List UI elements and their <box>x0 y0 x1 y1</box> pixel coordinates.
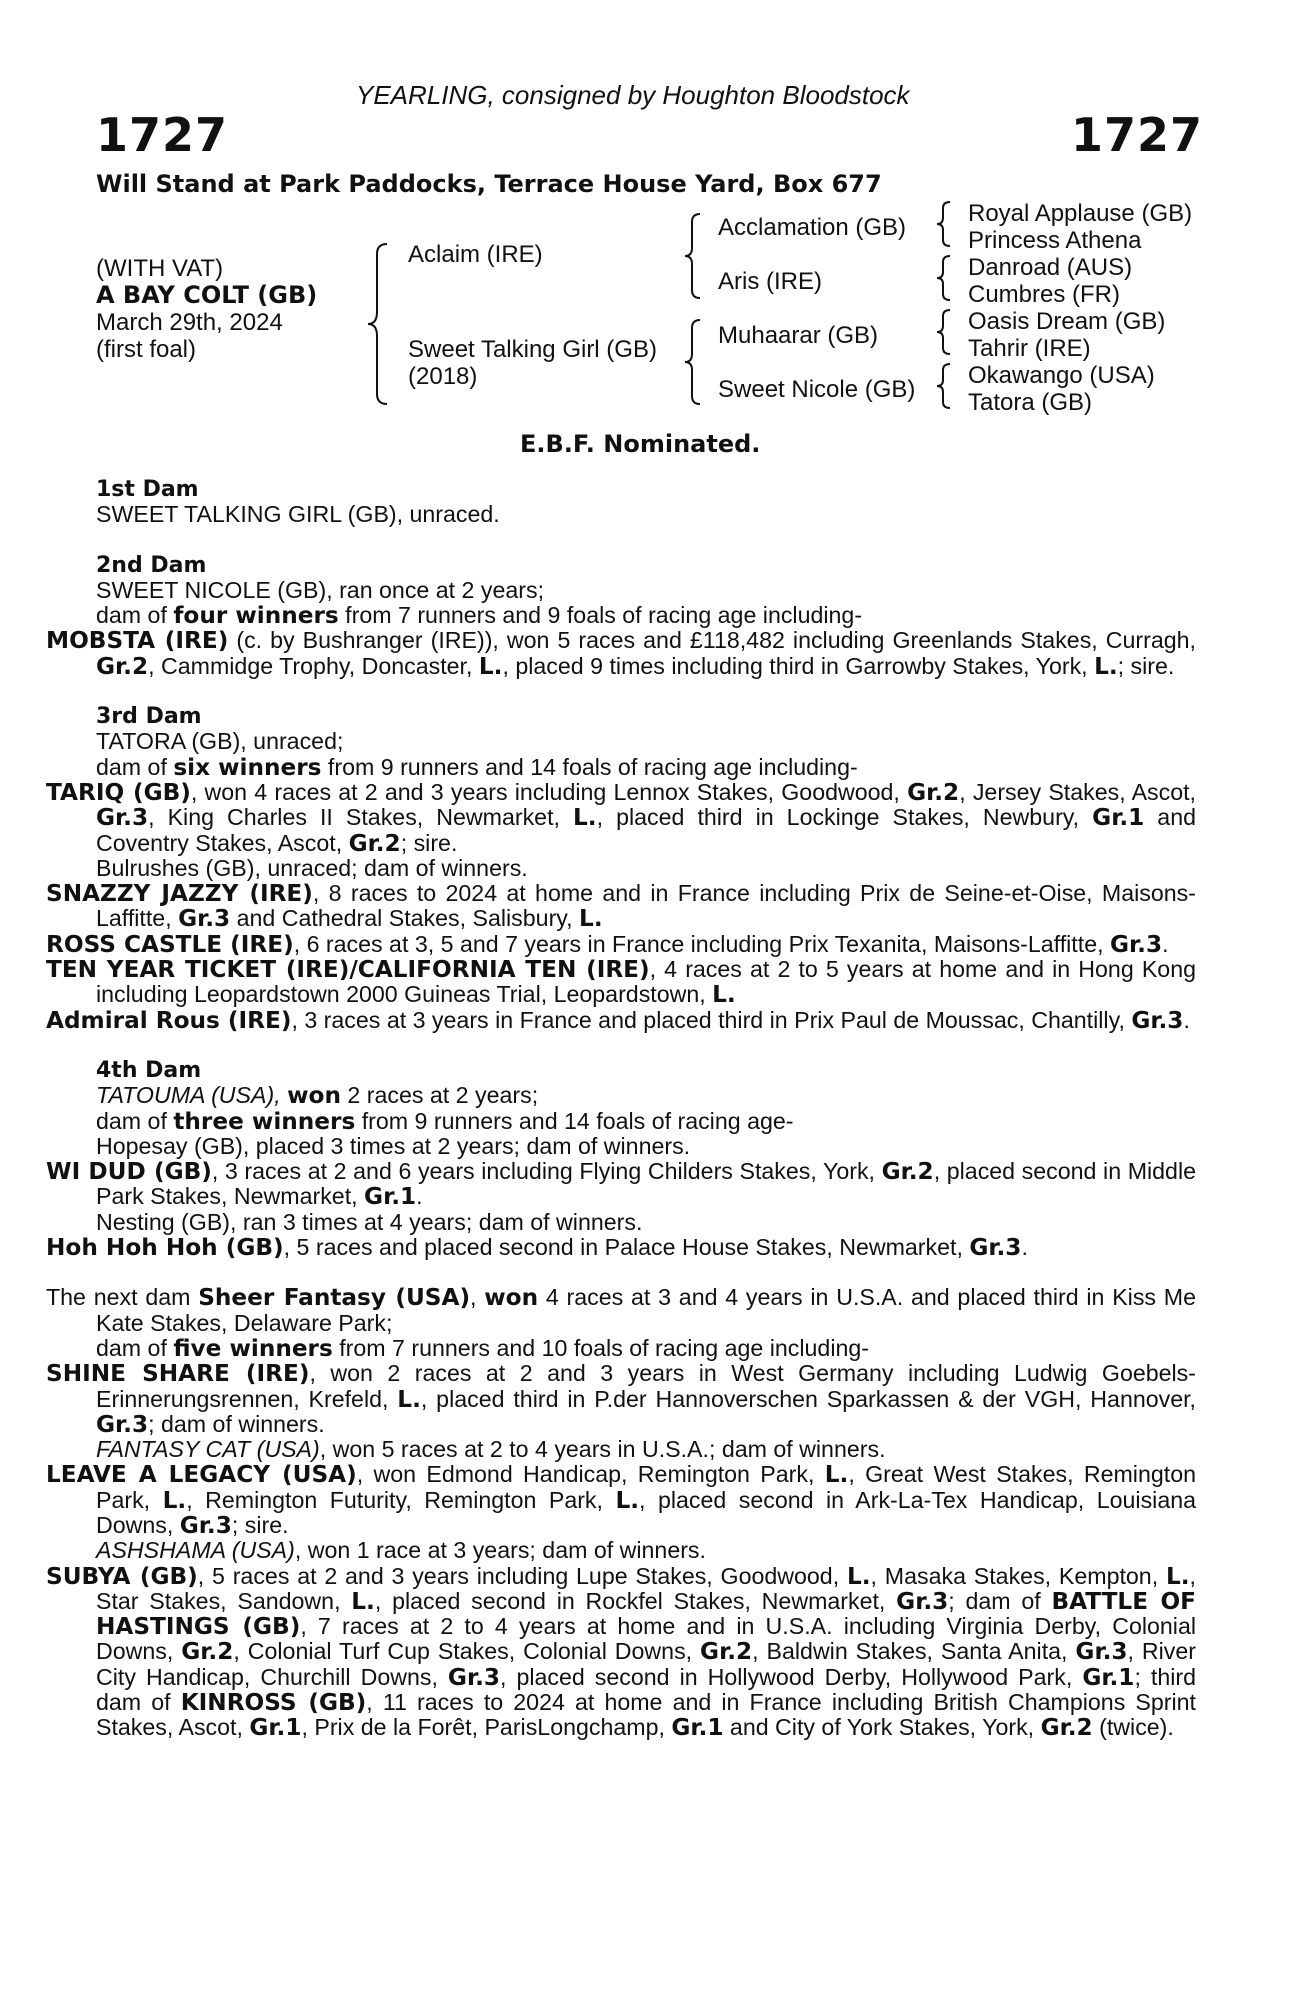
bold-text: L. <box>1165 1562 1190 1590</box>
bold-text: L. <box>712 981 736 1009</box>
pedigree-sire-dam: Aris (IRE) <box>718 268 822 295</box>
bold-text: SUBYA (GB) <box>46 1562 198 1590</box>
italic-text: TATOUMA (USA) <box>96 1082 275 1109</box>
bold-text: Gr.1 <box>671 1714 724 1742</box>
bold-text: Gr.2 <box>348 829 401 857</box>
pedigree-brace-g3-3 <box>934 308 956 356</box>
bold-text: Gr.3 <box>96 804 149 832</box>
italic-text: FANTASY CAT (USA) <box>96 1436 320 1463</box>
bold-text: Gr.1 <box>249 1714 302 1742</box>
pedigree-g3-5: Oasis Dream (GB) <box>968 308 1166 335</box>
bold-text: Gr.2 <box>1040 1714 1093 1742</box>
bold-text: Gr.2 <box>907 778 960 806</box>
text: dam of <box>96 1334 174 1361</box>
bold-text: TEN YEAR TICKET (IRE)/CALIFORNIA TEN (IRE) <box>46 956 650 984</box>
text: , won 1 race at 3 years; dam of winners. <box>294 1537 706 1564</box>
family-entry <box>46 627 1196 680</box>
family-entry <box>46 1006 1196 1034</box>
pedigree-sire-sire: Acclamation (GB) <box>718 214 907 241</box>
text: , <box>470 1284 485 1311</box>
text: ; dam of winners. <box>148 1410 325 1437</box>
family-entry <box>46 1360 1197 1438</box>
text: , placed second in Ark-La-Tex Handicap, Louisiana Downs, <box>96 1486 1197 1538</box>
family-entry <box>46 778 1196 857</box>
stand-location: Will Stand at Park Paddocks, Terrace House Yard, Box 677 <box>96 170 882 198</box>
pedigree-g3-8: Tatora (GB) <box>968 389 1093 416</box>
text: , Cammidge Trophy, Doncaster, <box>148 652 479 679</box>
family-entry <box>96 578 1196 603</box>
text: from 9 runners and 14 foals of racing age- <box>355 1107 794 1134</box>
pedigree-g3-3: Danroad (AUS) <box>968 254 1133 281</box>
bold-text: KINROSS (GB) <box>180 1689 367 1717</box>
bold-text: TARIQ (GB) <box>46 778 191 806</box>
pedigree-brace-g3-2 <box>934 254 956 302</box>
text: , won 5 races at 2 to 4 years in U.S.A.; dam of winners. <box>319 1436 886 1463</box>
text: TATORA (GB), unraced; <box>96 728 344 755</box>
text: ; sire. <box>231 1511 289 1538</box>
family-entry <box>96 1134 1196 1159</box>
text: , Masaka Stakes, Kempton, <box>870 1562 1166 1589</box>
section-heading: 4th Dam <box>96 1057 202 1083</box>
bold-text: L. <box>397 1385 421 1413</box>
bold-text: L. <box>1094 652 1118 680</box>
pedigree-dam-sire: Muhaarar (GB) <box>718 322 879 349</box>
text: 2 races at 2 years; <box>340 1082 539 1109</box>
text: from 7 runners and 10 foals of racing age including- <box>332 1334 869 1361</box>
bold-text: L. <box>573 804 597 832</box>
text: , placed third in Lockinge Stakes, Newbury, <box>596 804 1093 831</box>
bold-text: Gr.1 <box>364 1183 417 1211</box>
bold-text: Gr.2 <box>96 652 149 680</box>
bold-text: BATTLE OF HASTINGS (GB) <box>96 1587 1196 1641</box>
text: , 5 races at 2 and 3 years including Lupe Stakes, Goodwood, <box>197 1562 847 1589</box>
italic-text: ASHSHAMA (USA) <box>96 1537 295 1564</box>
family-entry <box>46 1461 1197 1539</box>
bold-text: Gr.3 <box>1131 1006 1184 1034</box>
family-entry <box>96 856 1196 881</box>
family-entry <box>46 930 1196 958</box>
family-entry <box>46 1284 1196 1336</box>
text: dam of <box>96 602 174 629</box>
text: , 3 races at 3 years in France and placed third in Prix Paul de Moussac, Chantilly, <box>291 1006 1132 1033</box>
italic-text: , <box>274 1082 288 1109</box>
lot-number-right: 1727 <box>1070 108 1203 162</box>
bold-text: Hoh Hoh Hoh (GB) <box>46 1234 284 1262</box>
bold-text: Gr.3 <box>1109 930 1163 958</box>
bold-text: L. <box>846 1562 871 1590</box>
bold-text: WI DUD (GB) <box>46 1158 212 1186</box>
text: from 7 runners and 9 foals of racing age including- <box>338 602 863 629</box>
text: , 5 races and placed second in Palace House Stakes, Newmarket, <box>283 1234 970 1261</box>
family-entry <box>96 1538 1196 1563</box>
pedigree-g3-2: Princess Athena <box>968 227 1142 254</box>
family-entry <box>96 1109 1196 1134</box>
family-entry <box>96 1210 1196 1235</box>
bold-text: Admiral Rous (IRE) <box>46 1006 292 1034</box>
text: . <box>1021 1234 1028 1261</box>
text: , Star Stakes, Sandown, <box>96 1562 1196 1614</box>
text: . <box>1162 930 1169 957</box>
bold-text: L. <box>579 905 603 933</box>
text: 4 races at 3 and 4 years in U.S.A. and placed third in Kiss Me Kate Stakes, Delaware Park; <box>96 1284 1196 1336</box>
text: , 7 races at 2 to 4 years at home and in U.S.A. including Virginia Derby, Colonial Downs, <box>96 1613 1196 1665</box>
consignment-line: YEARLING, consigned by Houghton Bloodstock <box>356 80 910 110</box>
bold-text: Gr.2 <box>181 1638 234 1666</box>
text: (c. by Bushranger (IRE)), won 5 races and £118,482 including Greenlands Stakes, Curragh, <box>228 627 1196 654</box>
text: , Colonial Turf Cup Stakes, Colonial Downs, <box>233 1638 701 1665</box>
horse-description <box>96 282 317 309</box>
text: SWEET NICOLE (GB), ran once at 2 years; <box>96 576 545 603</box>
bold-text: Gr.1 <box>1082 1663 1135 1691</box>
pedigree-sire: Aclaim (IRE) <box>408 241 543 268</box>
text: . <box>1183 1006 1190 1033</box>
pedigree-g3-6: Tahrir (IRE) <box>968 335 1091 362</box>
bold-text: four winners <box>173 602 339 630</box>
text: , 6 races at 3, 5 and 7 years in France including Prix Texanita, Maisons-Laffitte, <box>293 930 1110 957</box>
text: , placed second in Hollywood Derby, Hollywood Park, <box>500 1663 1083 1690</box>
lot-number-left: 1727 <box>96 108 229 162</box>
family-entry <box>46 1158 1196 1211</box>
ebf-nomination: E.B.F. Nominated. <box>520 430 761 458</box>
text: , Baldwin Stakes, Santa Anita, <box>752 1638 1076 1665</box>
bold-text: Gr.3 <box>1075 1638 1128 1666</box>
text: , won 4 races at 2 and 3 years including Lennox Stakes, Goodwood, <box>190 778 908 805</box>
text: , 8 races to 2024 at home and in France including Prix de Seine-et-Oise, Maisons-Laffitte, <box>96 880 1196 932</box>
bold-text: Gr.2 <box>700 1638 753 1666</box>
horse-description-text: A BAY COLT (GB) <box>96 281 318 309</box>
section-heading: 1st Dam <box>96 477 199 502</box>
text: , King Charles II Stakes, Newmarket, <box>148 804 573 831</box>
text: SWEET TALKING GIRL (GB), unraced. <box>96 501 500 528</box>
text: , 3 races at 2 and 6 years including Flying Childers Stakes, York, <box>211 1158 882 1185</box>
section-heading: 2nd Dam <box>96 552 207 578</box>
pedigree-g3-4: Cumbres (FR) <box>968 281 1121 308</box>
family-entry <box>96 603 1196 628</box>
bold-text: won <box>287 1082 341 1110</box>
foaling-date: March 29th, 2024 <box>96 309 283 336</box>
text: , Prix de la Forêt, ParisLongchamp, <box>301 1714 672 1741</box>
text: ; dam of <box>948 1587 1052 1614</box>
text: Nesting (GB), ran 3 times at 4 years; dam of winners. <box>96 1208 643 1235</box>
text: Hopesay (GB), placed 3 times at 2 years; dam of winners. <box>96 1132 691 1159</box>
family-entry <box>96 1336 1196 1361</box>
text: , 4 races at 2 to 5 years at home and in Hong Kong including Leopardstown 2000 Guineas Trial, Leopardstown, <box>96 956 1196 1008</box>
pedigree-g3-1: Royal Applause (GB) <box>968 200 1193 227</box>
text: , placed second in Middle Park Stakes, Newmarket, <box>96 1158 1196 1210</box>
bold-text: L. <box>615 1486 640 1514</box>
text: , placed third in P.der Hannoverschen Sparkassen & der VGH, Hannover, <box>420 1385 1197 1412</box>
section-gap <box>96 679 1196 704</box>
text: , Remington Futurity, Remington Park, <box>186 1486 616 1513</box>
bold-text: L. <box>824 1461 849 1489</box>
pedigree-brace-g3-1 <box>934 200 956 248</box>
text: and Cathedral Stakes, Salisbury, <box>230 905 580 932</box>
text: , River City Handicap, Churchill Downs, <box>96 1638 1196 1690</box>
bold-text: three winners <box>173 1107 356 1135</box>
vat-note: (WITH VAT) <box>96 255 224 282</box>
section-heading: 3rd Dam <box>96 704 202 730</box>
text: , won Edmond Handicap, Remington Park, <box>356 1461 825 1488</box>
family-entry <box>46 1562 1196 1742</box>
bold-text: Sheer Fantasy (USA) <box>198 1284 471 1312</box>
pedigree-brace-sire <box>682 212 706 300</box>
family-history <box>46 477 1197 1742</box>
pedigree-dam-year: (2018) <box>408 363 478 390</box>
bold-text: SHINE SHARE (IRE) <box>46 1360 310 1388</box>
section-gap <box>96 1033 1196 1058</box>
bold-text: Gr.3 <box>179 1511 232 1539</box>
family-entry <box>96 1083 1196 1108</box>
family-entry <box>96 1437 1196 1462</box>
text: from 9 runners and 14 foals of racing age including- <box>321 753 858 780</box>
bold-text: Gr.3 <box>896 1587 949 1615</box>
text: , won 2 races at 2 and 3 years in West Germany including Ludwig Goebels-Erinnerungsrennen, Krefeld, <box>96 1360 1196 1412</box>
bold-text: ROSS CASTLE (IRE) <box>46 930 294 958</box>
text: ; third dam of <box>96 1663 1196 1716</box>
section-gap <box>96 528 1196 553</box>
section-gap <box>96 1260 1196 1285</box>
pedigree-brace-dam <box>682 318 706 406</box>
text: , placed 9 times including third in Garrowby Stakes, York, <box>502 652 1095 679</box>
pedigree-brace-main <box>365 242 395 407</box>
bold-text: LEAVE A LEGACY (USA) <box>46 1461 357 1489</box>
text: Bulrushes (GB), unraced; dam of winners. <box>96 854 528 881</box>
text: , Great West Stakes, Remington Park, <box>96 1461 1196 1513</box>
text: ; sire. <box>1117 652 1175 679</box>
family-entry <box>46 956 1196 1009</box>
pedigree-g3-7: Okawango (USA) <box>968 362 1155 389</box>
bold-text: five winners <box>173 1334 333 1362</box>
bold-text: Gr.3 <box>96 1410 149 1438</box>
text: (twice). <box>1092 1714 1174 1741</box>
text: . <box>416 1183 423 1210</box>
bold-text: SNAZZY JAZZY (IRE) <box>46 880 313 908</box>
pedigree-brace-g3-4 <box>934 362 956 410</box>
bold-text: won <box>484 1284 539 1312</box>
bold-text: Gr.1 <box>1092 804 1145 832</box>
bold-text: Gr.3 <box>969 1234 1022 1262</box>
bold-text: MOBSTA (IRE) <box>46 627 229 655</box>
text: and City of York Stakes, York, <box>723 1714 1041 1741</box>
bold-text: six winners <box>173 753 322 781</box>
text: dam of <box>96 753 174 780</box>
foal-note: (first foal) <box>96 336 197 363</box>
text: , Jersey Stakes, Ascot, <box>959 778 1196 805</box>
pedigree-dam: Sweet Talking Girl (GB) <box>408 336 657 363</box>
bold-text: Gr.3 <box>178 905 231 933</box>
text: ; sire. <box>400 829 458 856</box>
bold-text: L. <box>351 1587 375 1615</box>
bold-text: L. <box>478 652 503 680</box>
bold-text: L. <box>162 1486 187 1514</box>
pedigree-dam-dam: Sweet Nicole (GB) <box>718 376 916 403</box>
family-entry <box>46 880 1196 933</box>
family-entry <box>96 502 1196 527</box>
family-entry <box>96 755 1196 780</box>
text: and Coventry Stakes, Ascot, <box>96 804 1196 856</box>
text: dam of <box>96 1107 174 1134</box>
bold-text: Gr.3 <box>447 1663 501 1691</box>
text: The next dam <box>46 1284 199 1311</box>
family-entry <box>96 729 1196 754</box>
bold-text: Gr.2 <box>881 1158 934 1186</box>
text: , placed second in Rockfel Stakes, Newmarket, <box>374 1587 897 1614</box>
text: , 11 races to 2024 at home and in France including British Champions Sprint Stakes, Ascot, <box>96 1689 1196 1741</box>
family-entry <box>46 1234 1196 1262</box>
